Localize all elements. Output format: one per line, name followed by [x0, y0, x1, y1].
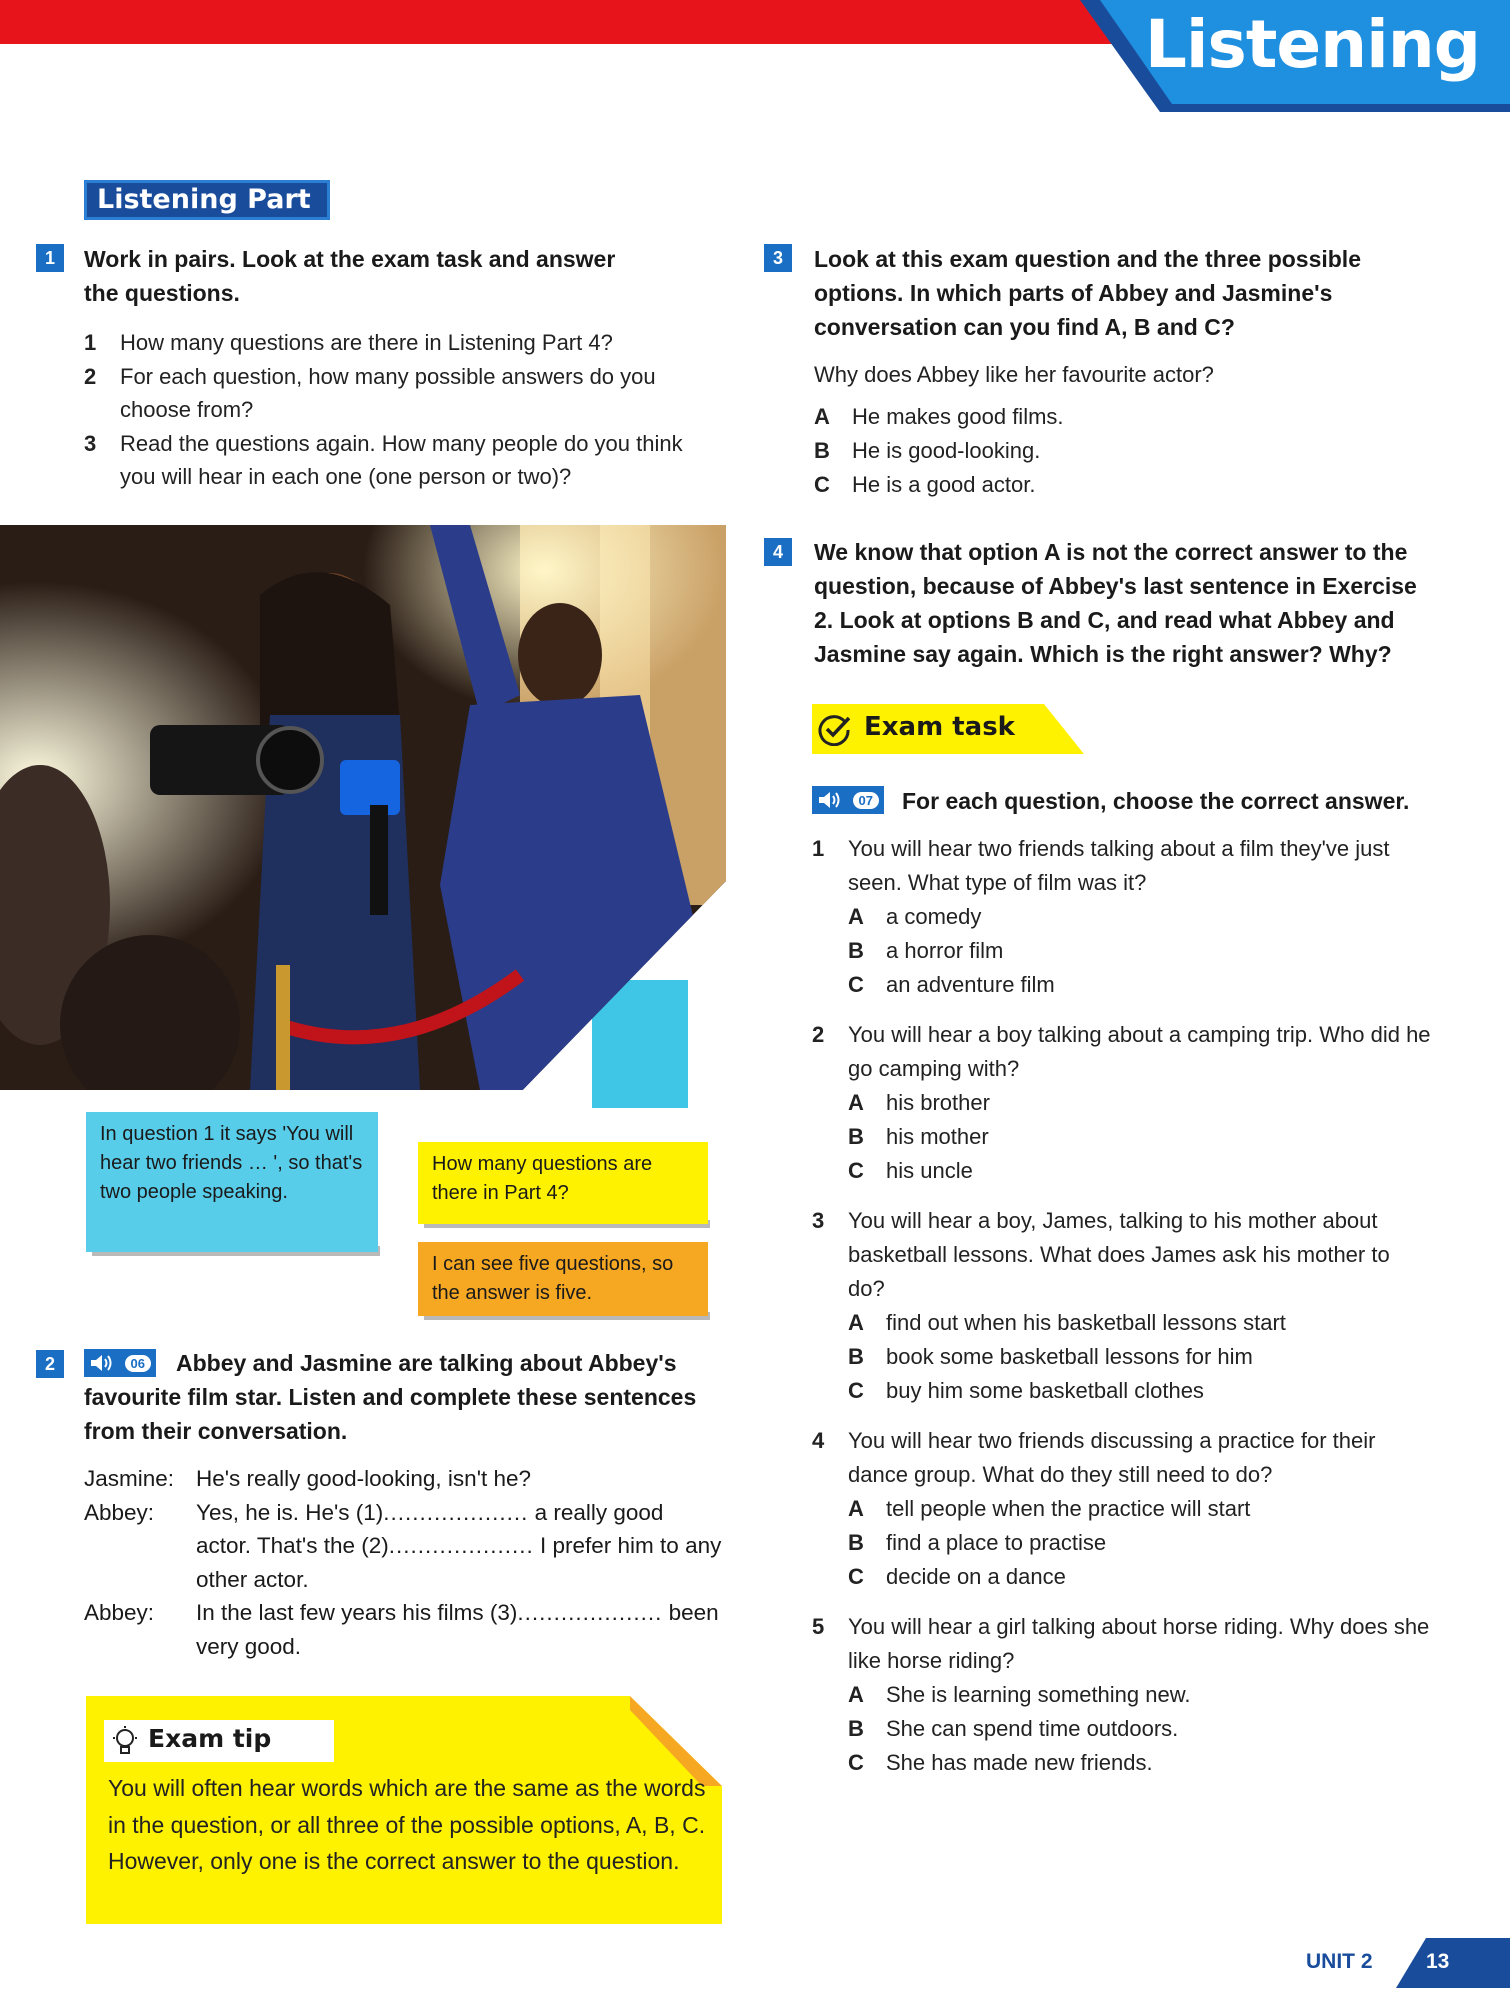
question-number: 1 — [84, 330, 97, 355]
blank-2[interactable]: .................... — [388, 1533, 534, 1558]
page-number: 13 — [1426, 1950, 1450, 1973]
option[interactable] — [814, 434, 1394, 468]
audio-badge[interactable] — [812, 786, 884, 814]
option-text: book some basketball lessons for him — [886, 1344, 1253, 1369]
option[interactable] — [814, 400, 1394, 434]
dialog-line — [84, 1496, 724, 1597]
exercise-3-options — [814, 400, 1394, 502]
option[interactable] — [848, 1492, 1432, 1526]
track-number: 06 — [125, 1355, 151, 1372]
question-number: 5 — [812, 1614, 825, 1639]
speaker: Abbey: — [84, 1600, 155, 1625]
exercise-3-instruction: Look at this exam question and the three possible options. In which parts of Abbey and Jasmine's conversation can you find A, B and C? — [814, 246, 1361, 340]
line-text — [196, 1596, 724, 1663]
option[interactable] — [848, 1306, 1432, 1340]
exam-task-questions — [812, 832, 1432, 1780]
question-number: 3 — [812, 1208, 825, 1233]
exam-tip-title: Exam tip — [148, 1724, 272, 1753]
option-text: find a place to practise — [886, 1530, 1107, 1555]
dialog — [84, 1462, 724, 1663]
option-letter: B — [848, 1124, 864, 1149]
option-letter: A — [814, 404, 830, 429]
option[interactable] — [848, 1120, 1432, 1154]
exam-task-title: Exam task — [864, 712, 1015, 742]
exercise-4-instruction: We know that option A is not the correct answer to the question, because of Abbey's last sentence in Exercise 2. Look at options B and C, and read what Abbey and Jasmine say again. Which is the right answer? Why? — [814, 539, 1417, 667]
section-label: Listening Part 4 — [84, 180, 330, 220]
exercise-4-badge: 4 — [764, 538, 792, 566]
text-part: I prefer him to any other actor. — [196, 1533, 722, 1592]
option[interactable] — [848, 1712, 1432, 1746]
option[interactable] — [848, 1560, 1432, 1594]
question-text: Read the questions again. How many people do you think you will hear in each one (one person or two)? — [120, 430, 683, 489]
option[interactable] — [814, 468, 1394, 502]
exercise-2-instruction: Abbey and Jasmine are talking about Abbey's favourite film star. Listen and complete these sentences from their conversation. — [84, 1350, 697, 1444]
option-letter: A — [848, 1682, 864, 1707]
text-part: been very good. — [196, 1600, 719, 1659]
option[interactable] — [848, 1340, 1432, 1374]
option-text: She is learning something new. — [886, 1682, 1191, 1707]
option[interactable] — [848, 1678, 1432, 1712]
exercise-1-questions — [84, 326, 714, 494]
option-text: tell people when the practice will start — [886, 1496, 1251, 1521]
task-question — [812, 1018, 1432, 1086]
exam-task-instruction: For each question, choose the correct answer. — [902, 788, 1410, 814]
option-list — [812, 900, 1432, 1002]
speech-bubble-orange: I can see five questions, so the answer is five. — [418, 1242, 708, 1316]
page-number-tab — [1396, 1938, 1510, 1988]
exam-tip-text: You will often hear words which are the same as the words in the question, or all three of the possible options, A, B, C. However, only one is the correct answer to the question. — [108, 1775, 706, 1874]
option-text: She has made new friends. — [886, 1750, 1153, 1775]
question-number: 2 — [812, 1022, 825, 1047]
text-part: In the last few years his films (3) — [196, 1600, 518, 1625]
option-letter: C — [848, 1750, 864, 1775]
option[interactable] — [848, 1086, 1432, 1120]
question-text: You will hear a boy, James, talking to his mother about basketball lessons. What does James ask his mother to do? — [848, 1208, 1390, 1301]
exercise-3-question: Why does Abbey like her favourite actor? — [814, 362, 1214, 387]
unit-label: UNIT 2 — [1306, 1950, 1373, 1973]
option-letter: A — [848, 1310, 864, 1335]
option-letter: B — [848, 938, 864, 963]
text-part: Yes, he is. He's (1) — [196, 1499, 384, 1525]
option-list — [812, 1306, 1432, 1408]
option-list — [812, 1492, 1432, 1594]
dialog-line — [84, 1596, 724, 1663]
list-item — [84, 360, 714, 427]
option-letter: B — [848, 1530, 864, 1555]
exercise-2-badge: 2 — [36, 1350, 64, 1378]
option-letter: A — [848, 904, 864, 929]
option-letter: A — [848, 1090, 864, 1115]
text-part: a really good actor. That's the (2) — [196, 1499, 664, 1558]
line-text — [196, 1496, 724, 1597]
dialog-line — [84, 1462, 724, 1496]
speech-bubble-cyan: In question 1 it says 'You will hear two friends … ', so that's two people speaking. — [86, 1112, 378, 1252]
blank-1[interactable]: .................... — [383, 1499, 529, 1525]
option-text: buy him some basketball clothes — [886, 1378, 1204, 1403]
question-number: 1 — [812, 836, 825, 861]
option-text: his uncle — [886, 1158, 973, 1183]
option-letter: B — [848, 1716, 864, 1741]
speech-bubble-yellow: How many questions are there in Part 4? — [418, 1142, 708, 1224]
option[interactable] — [848, 1154, 1432, 1188]
option-text: his brother — [886, 1090, 990, 1115]
speaker: Abbey: — [84, 1499, 155, 1525]
question-text: You will hear two friends talking about a film they've just seen. What type of film was it? — [848, 836, 1390, 895]
option-list — [812, 1678, 1432, 1780]
task-question — [812, 1610, 1432, 1678]
question-number: 3 — [84, 430, 97, 456]
option-text: He makes good films. — [852, 404, 1064, 429]
option-text: find out when his basketball lessons start — [886, 1310, 1286, 1335]
list-item — [84, 326, 714, 360]
option-list — [812, 1086, 1432, 1188]
option-text: a horror film — [886, 938, 1004, 963]
audio-track-07[interactable] — [812, 786, 884, 814]
option-letter: C — [848, 1564, 864, 1589]
option[interactable] — [848, 900, 1432, 934]
task-question — [812, 1424, 1432, 1492]
question-text: For each question, how many possible answers do you choose from? — [120, 363, 656, 422]
task-question — [812, 1204, 1432, 1306]
speaker-icon — [817, 790, 843, 810]
option-text: decide on a dance — [886, 1564, 1066, 1589]
question-text: How many questions are there in Listening Part 4? — [120, 330, 613, 355]
exercise-1-badge: 1 — [36, 244, 64, 272]
option-text: an adventure film — [886, 972, 1055, 997]
question-text: You will hear a girl talking about horse riding. Why does she like horse riding? — [848, 1614, 1430, 1673]
option-text: He is a good actor. — [852, 472, 1036, 497]
option[interactable] — [848, 934, 1432, 968]
option[interactable] — [848, 968, 1432, 1002]
option-text: a comedy — [886, 904, 982, 929]
question-number: 4 — [812, 1428, 825, 1453]
list-item — [84, 427, 714, 494]
question-text: You will hear two friends discussing a practice for their dance group. What do they still need to do? — [848, 1428, 1376, 1487]
option[interactable] — [848, 1526, 1432, 1560]
option-letter: C — [814, 472, 830, 497]
task-question — [812, 832, 1432, 900]
check-circle-icon — [818, 714, 852, 746]
option-letter: C — [848, 972, 864, 997]
track-number: 07 — [853, 792, 879, 809]
option-letter: B — [848, 1344, 864, 1369]
option-text: She can spend time outdoors. — [886, 1716, 1179, 1741]
page-title: Listening — [1144, 6, 1480, 83]
option-letter: B — [814, 438, 830, 463]
option-letter: A — [848, 1496, 864, 1521]
lightbulb-icon — [112, 1726, 138, 1758]
line-text: He's really good-looking, isn't he? — [196, 1466, 532, 1491]
option[interactable] — [848, 1374, 1432, 1408]
exercise-1-instruction: Work in pairs. Look at the exam task and answer the questions. — [84, 246, 616, 306]
option[interactable] — [848, 1746, 1432, 1780]
option-text: his mother — [886, 1124, 989, 1149]
blank-3[interactable]: .................... — [517, 1600, 663, 1625]
question-text: You will hear a boy talking about a camping trip. Who did he go camping with? — [848, 1022, 1431, 1081]
speaker: Jasmine: — [84, 1466, 175, 1491]
question-number: 2 — [84, 363, 97, 389]
option-letter: C — [848, 1158, 864, 1183]
option-letter: C — [848, 1378, 864, 1403]
header-red-band — [0, 0, 1140, 44]
option-text: He is good-looking. — [852, 438, 1041, 463]
exercise-3-badge: 3 — [764, 244, 792, 272]
